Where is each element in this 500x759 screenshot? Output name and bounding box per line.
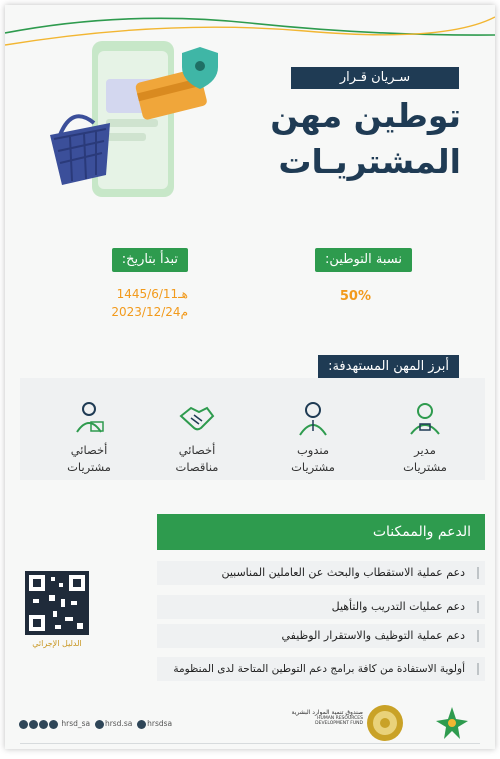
page-title (221, 93, 461, 185)
support-item (157, 595, 485, 619)
handshake-icon (177, 398, 217, 438)
fund-name-en-1: HUMAN RESOURCES (317, 716, 363, 721)
job-line-1: مندوب (296, 443, 330, 457)
support-item (157, 657, 485, 681)
instagram-icon[interactable] (29, 720, 38, 729)
start-date-hijri: 1445/6/11هـ (116, 287, 188, 301)
qr-code[interactable] (25, 571, 89, 635)
infographic (5, 5, 495, 749)
job-line-2: مشتريات (291, 460, 335, 474)
x-icon[interactable] (19, 720, 28, 729)
title-line-1: توطين مهن (270, 96, 461, 135)
snapchat-icon (137, 720, 146, 729)
target-jobs-panel (20, 378, 485, 480)
social-links (19, 719, 172, 729)
support-item-text: دعم عمليات التدريب والتأهيل (331, 600, 465, 613)
localization-value: 50% (339, 289, 371, 304)
job-item-procurement-specialist (54, 398, 124, 476)
start-date-gregorian: 2023/12/24م (111, 305, 188, 319)
target-jobs-heading: أبرز المهن المستهدفة: (318, 355, 459, 379)
job-item-procurement-manager (390, 398, 460, 476)
handle-hrsdsa[interactable]: hrsdsa (147, 719, 173, 728)
localization-label: نسبة التوطين: (315, 248, 412, 272)
start-date-label: تبدأ بتاريخ: (112, 248, 188, 272)
facebook-icon[interactable] (39, 720, 48, 729)
job-item-procurement-representative (278, 398, 348, 476)
job-line-2: مناقصات (175, 460, 219, 474)
shopping-illustration (40, 35, 230, 205)
globe-icon (95, 720, 104, 729)
job-line-2: مشتريات (403, 460, 447, 474)
job-line-2: مشتريات (67, 460, 111, 474)
support-item (157, 561, 485, 585)
title-line-2: المشتريـات (278, 142, 461, 181)
emblem-logo (365, 703, 405, 743)
fund-name-ar: صندوق تنمية الموارد البشرية (291, 709, 363, 716)
support-heading: الدعم والممكنات (157, 514, 485, 550)
specialist-icon (69, 398, 109, 438)
job-line-1: أخصائي (178, 443, 216, 457)
handle-hrsd-dot-sa[interactable]: hrsd.sa (104, 719, 133, 728)
support-item-text: أولوية الاستفادة من كافة برامج دعم التوطين المتاحة لدى المنظومة (173, 663, 465, 675)
job-item-tenders-specialist (162, 398, 232, 476)
support-item-text: دعم عملية التوظيف والاستقرار الوظيفي (281, 629, 465, 642)
support-item-text: دعم عملية الاستقطاب والبحث عن العاملين المناسبين (221, 566, 465, 579)
youtube-icon[interactable] (49, 720, 58, 729)
job-line-1: مدير (414, 443, 436, 457)
job-line-1: أخصائي (70, 443, 108, 457)
footer-divider (20, 743, 480, 744)
fund-name-en-2: DEVELOPMENT FUND (315, 721, 363, 726)
handle-hrsd-sa[interactable]: hrsd_sa (61, 719, 91, 728)
manager-icon (405, 398, 445, 438)
ministry-logo (430, 703, 474, 743)
procedure-guide-label: الدليل الإجرائي (32, 639, 82, 648)
representative-icon (293, 398, 333, 438)
hrdf-logo (275, 709, 363, 726)
support-item (157, 624, 485, 648)
decision-kicker: سـريان قـرار (291, 67, 459, 89)
